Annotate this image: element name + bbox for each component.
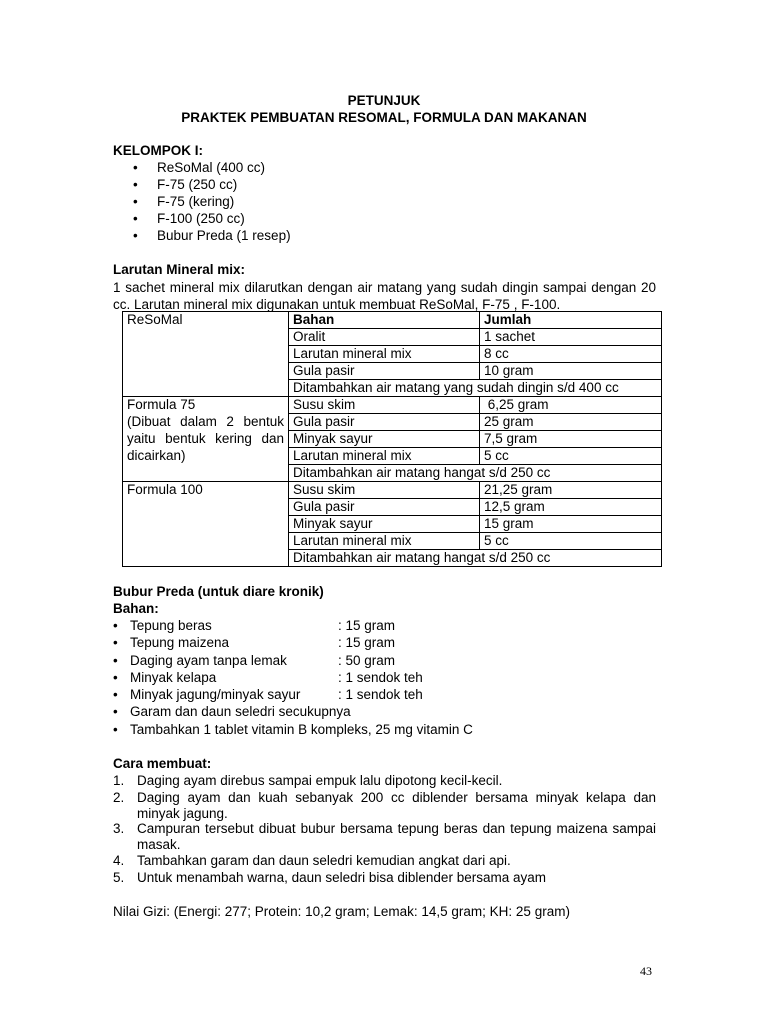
cell-note: Ditambahkan air matang hangat s/d 250 cc bbox=[289, 465, 662, 482]
cell-bahan: Minyak sayur bbox=[289, 516, 480, 533]
ingredient-value: : 1 sendok teh bbox=[338, 687, 423, 702]
ingredient-value: : 50 gram bbox=[338, 653, 396, 668]
ingredient-name: Minyak kelapa bbox=[130, 670, 217, 685]
cell-jumlah: 12,5 gram bbox=[480, 499, 662, 516]
formula-table bbox=[122, 311, 662, 567]
bullet-icon: • bbox=[133, 160, 138, 175]
kelompok-item: F-75 (kering) bbox=[157, 194, 235, 209]
bullet-icon: • bbox=[113, 618, 118, 633]
kelompok-item: Bubur Preda (1 resep) bbox=[157, 228, 291, 243]
step-text: Tambahkan garam dan daun seledri kemudian angkat dari api. bbox=[137, 853, 511, 868]
cell-bahan: Gula pasir bbox=[289, 363, 480, 380]
kelompok-item: F-75 (250 cc) bbox=[157, 177, 238, 192]
bullet-icon: • bbox=[133, 211, 138, 226]
cell-bahan: Gula pasir bbox=[289, 499, 480, 516]
group-formula100-name bbox=[123, 482, 289, 567]
header-bahan: Bahan bbox=[289, 312, 480, 329]
ingredient-name: Tepung maizena bbox=[130, 635, 230, 650]
ingredient-name: Garam dan daun seledri secukupnya bbox=[130, 704, 351, 719]
group-name: Formula 75 bbox=[127, 397, 196, 412]
bubur-title: Bubur Preda (untuk diare kronik) bbox=[113, 584, 324, 599]
bullet-icon: • bbox=[113, 722, 118, 737]
cell-note: Ditambahkan air matang hangat s/d 250 cc bbox=[289, 550, 662, 567]
ingredient-name: Minyak jagung/minyak sayur bbox=[130, 687, 301, 702]
cara-title: Cara membuat: bbox=[113, 756, 212, 771]
ingredient-name: Daging ayam tanpa lemak bbox=[130, 653, 287, 668]
bullet-icon: • bbox=[133, 177, 138, 192]
step-text: Untuk menambah warna, daun seledri bisa diblender bersama ayam bbox=[137, 870, 546, 885]
cell-bahan: Larutan mineral mix bbox=[289, 448, 480, 465]
bullet-icon: • bbox=[113, 670, 118, 685]
table-header-row bbox=[123, 312, 662, 329]
cell-jumlah: 25 gram bbox=[480, 414, 662, 431]
group-name: Formula 100 bbox=[127, 482, 203, 497]
ingredient-name: Tambahkan 1 tablet vitamin B kompleks, 25 mg vitamin C bbox=[130, 722, 473, 737]
ingredient-value: : 1 sendok teh bbox=[338, 670, 423, 685]
bullet-icon: • bbox=[113, 687, 118, 702]
page-number: 43 bbox=[640, 964, 652, 978]
header-jumlah: Jumlah bbox=[480, 312, 662, 329]
bullet-icon: • bbox=[113, 704, 118, 719]
nilai-gizi: Nilai Gizi: (Energi: 277; Protein: 10,2 gram; Lemak: 14,5 gram; KH: 25 gram) bbox=[113, 904, 570, 919]
kelompok-item: F-100 (250 cc) bbox=[157, 211, 245, 226]
cell-bahan: Gula pasir bbox=[289, 414, 480, 431]
cell-bahan: Susu skim bbox=[289, 482, 480, 499]
doc-heading-line1: PETUNJUK bbox=[347, 93, 421, 108]
ingredient-value: : 15 gram bbox=[338, 635, 396, 650]
step-number: 2. bbox=[113, 790, 125, 805]
table-row bbox=[123, 397, 662, 414]
doc-heading-line2: PRAKTEK PEMBUATAN RESOMAL, FORMULA DAN MAKANAN bbox=[181, 110, 587, 125]
step-text: Daging ayam direbus sampai empuk lalu dipotong kecil-kecil. bbox=[137, 773, 503, 788]
cell-jumlah: 10 gram bbox=[480, 363, 662, 380]
cell-jumlah: 21,25 gram bbox=[480, 482, 662, 499]
cell-jumlah: 5 cc bbox=[480, 448, 662, 465]
step-number: 1. bbox=[113, 773, 125, 788]
cell-jumlah: 5 cc bbox=[480, 533, 662, 550]
cell-jumlah: 6,25 gram bbox=[480, 397, 662, 414]
bullet-icon: • bbox=[113, 653, 118, 668]
step-text: Campuran tersebut dibuat bubur bersama tepung beras dan tepung maizena sampai masak. bbox=[137, 821, 656, 852]
group-desc: (Dibuat dalam 2 bentuk yaitu bentuk kering dan dicairkan) bbox=[127, 414, 284, 463]
cell-jumlah: 7,5 gram bbox=[480, 431, 662, 448]
step-number: 4. bbox=[113, 853, 125, 868]
table-row bbox=[123, 482, 662, 499]
step-number: 5. bbox=[113, 870, 125, 885]
step-number: 3. bbox=[113, 821, 125, 836]
kelompok-title: KELOMPOK I: bbox=[113, 143, 203, 158]
cell-bahan: Oralit bbox=[289, 329, 480, 346]
step-text: Daging ayam dan kuah sebanyak 200 cc diblender bersama minyak kelapa dan minyak jagung. bbox=[137, 790, 656, 821]
mineral-title: Larutan Mineral mix: bbox=[113, 262, 246, 277]
bullet-icon: • bbox=[113, 635, 118, 650]
cell-bahan: Minyak sayur bbox=[289, 431, 480, 448]
mineral-text: 1 sachet mineral mix dilarutkan dengan air matang yang sudah dingin sampai dengan 20 cc. Larutan mineral mix digunakan untuk membuat ReSoMal, F-75 , F-100. bbox=[113, 280, 656, 312]
group-resomal-name bbox=[123, 312, 289, 397]
bubur-bahan-title: Bahan: bbox=[113, 601, 159, 616]
group-formula75-name bbox=[123, 397, 289, 482]
cell-bahan: Susu skim bbox=[289, 397, 480, 414]
group-name: ReSoMal bbox=[127, 312, 183, 327]
ingredient-name: Tepung beras bbox=[130, 618, 212, 633]
cell-bahan: Larutan mineral mix bbox=[289, 533, 480, 550]
ingredient-value: : 15 gram bbox=[338, 618, 396, 633]
cell-note: Ditambahkan air matang yang sudah dingin s/d 400 cc bbox=[289, 380, 662, 397]
bullet-icon: • bbox=[133, 194, 138, 209]
bullet-icon: • bbox=[133, 228, 138, 243]
cell-jumlah: 15 gram bbox=[480, 516, 662, 533]
cell-jumlah: 1 sachet bbox=[480, 329, 662, 346]
kelompok-item: ReSoMal (400 cc) bbox=[157, 160, 266, 175]
cell-bahan: Larutan mineral mix bbox=[289, 346, 480, 363]
cell-jumlah: 8 cc bbox=[480, 346, 662, 363]
